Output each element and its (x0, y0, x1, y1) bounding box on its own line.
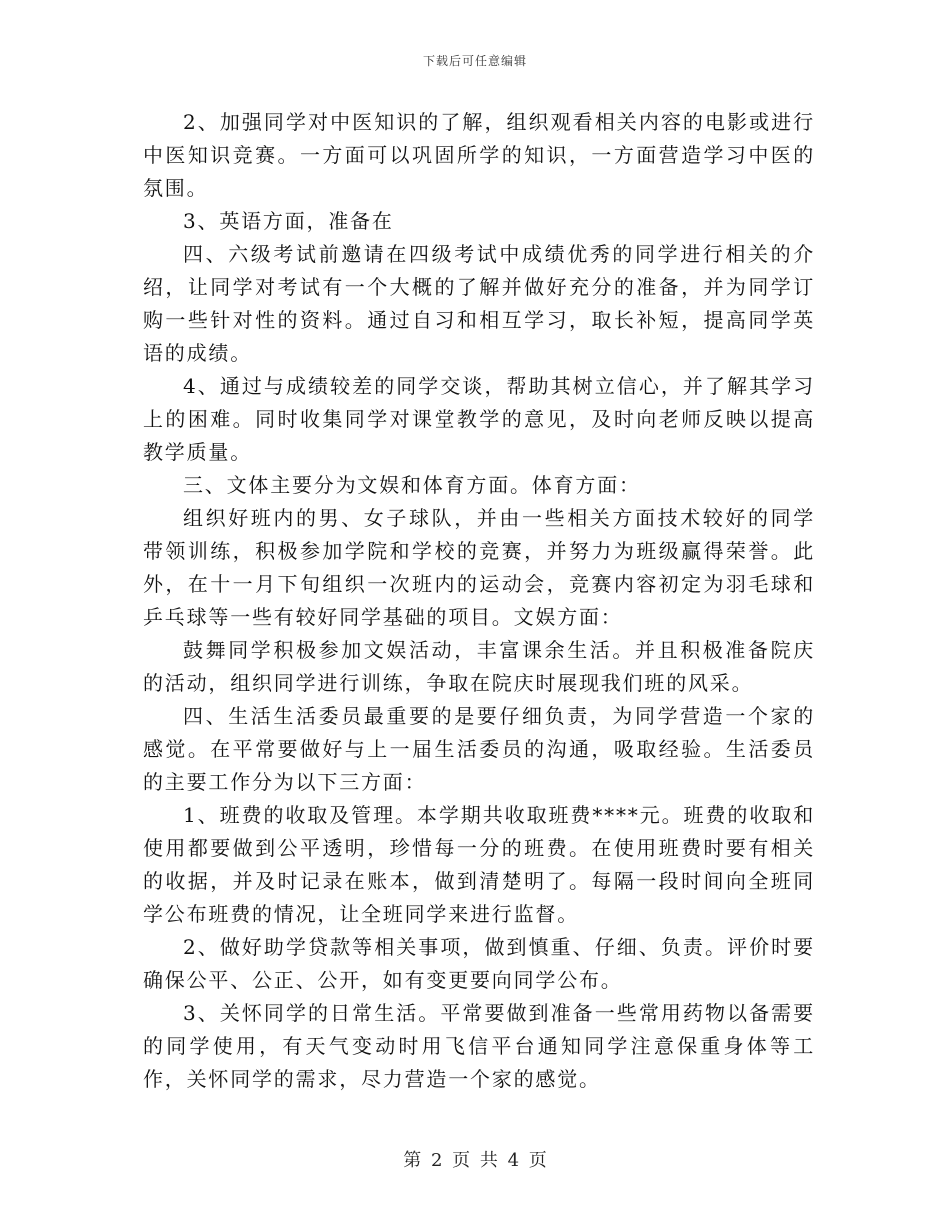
paragraph: 四、生活生活委员最重要的是要仔细负责，为同学营造一个家的感觉。在平常要做好与上一届生活委员的沟通，吸取经验。生活委员的主要工作分为以下三方面： (143, 704, 815, 794)
page-header: 下载后可任意编辑 (422, 54, 527, 68)
paragraph: 3、英语方面，准备在 (183, 209, 394, 233)
page-number-footer: 第 2 页 共 4 页 (403, 1150, 547, 1171)
paragraph: 组织好班内的男、女子球队，并由一些相关方面技术较好的同学带领训练，积极参加学院和学校的竞赛，并努力为班级赢得荣誉。此外，在十一月下旬组织一次班内的运动会，竞赛内容初定为羽毛球和乒乓球等一些有较好同学基础的项目。文娱方面： (143, 506, 815, 629)
paragraph: 三、文体主要分为文娱和体育方面。体育方面： (183, 473, 641, 497)
document-body (143, 106, 815, 1096)
paragraph: 鼓舞同学积极参加文娱活动，丰富课余生活。并且积极准备院庆的活动，组织同学进行训练，争取在院庆时展现我们班的风采。 (143, 638, 815, 695)
paragraph: 2、做好助学贷款等相关事项，做到慎重、仔细、负责。评价时要确保公平、公正、公开，如有变更要向同学公布。 (143, 935, 815, 992)
paragraph: 2、加强同学对中医知识的了解，组织观看相关内容的电影或进行中医知识竞赛。一方面可以巩固所学的知识，一方面营造学习中医的氛围。 (143, 110, 815, 200)
paragraph: 四、六级考试前邀请在四级考试中成绩优秀的同学进行相关的介绍，让同学对考试有一个大概的了解并做好充分的准备，并为同学订购一些针对性的资料。通过自习和相互学习，取长补短，提高同学英语的成绩。 (143, 242, 815, 365)
paragraph: 3、关怀同学的日常生活。平常要做到准备一些常用药物以备需要的同学使用，有天气变动时用飞信平台通知同学注意保重身体等工作，关怀同学的需求，尽力营造一个家的感觉。 (143, 1001, 815, 1091)
paragraph: 4、通过与成绩较差的同学交谈，帮助其树立信心，并了解其学习上的困难。同时收集同学对课堂教学的意见，及时向老师反映以提高教学质量。 (143, 374, 815, 464)
paragraph: 1、班费的收取及管理。本学期共收取班费****元。班费的收取和使用都要做到公平透明，珍惜每一分的班费。在使用班费时要有相关的收据，并及时记录在账本，做到清楚明了。每隔一段时间向全班同学公布班费的情况，让全班同学来进行监督。 (143, 803, 815, 926)
